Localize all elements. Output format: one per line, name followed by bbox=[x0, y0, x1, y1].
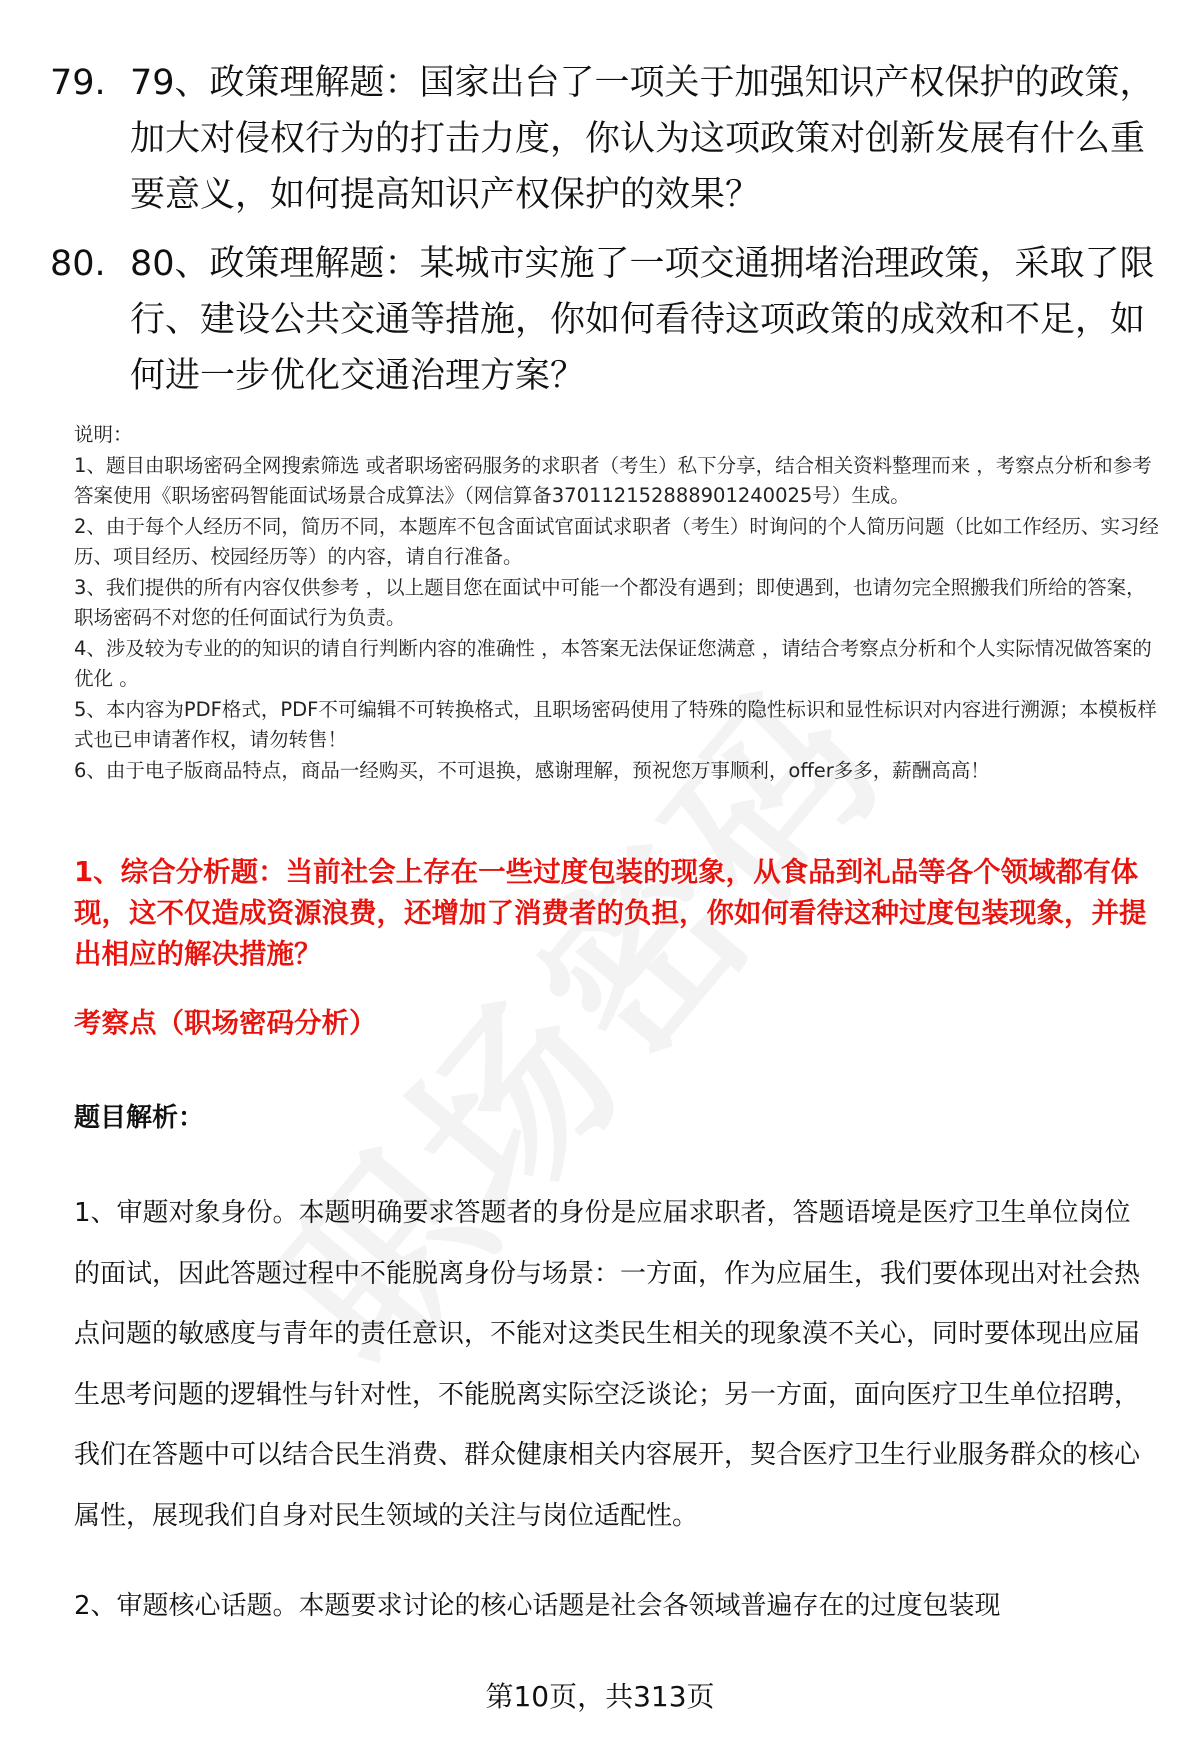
question-number: 79. bbox=[50, 63, 106, 103]
question-number: 80. bbox=[50, 244, 106, 284]
question-item bbox=[50, 55, 1160, 223]
question-text: 79、政策理解题：国家出台了一项关于加强知识产权保护的政策，加大对侵权行为的打击力度，你认为这项政策对创新发展有什么重要意义，如何提高知识产权保护的效果？ bbox=[130, 63, 1155, 215]
note-item: 6、由于电子版商品特点，商品一经购买，不可退换，感谢理解，预祝您万事顺利，offer多多，薪酬高高！ bbox=[74, 758, 990, 782]
notes-section bbox=[74, 420, 1164, 786]
analysis-paragraph: 2、审题核心话题。本题要求讨论的核心话题是社会各领域普遍存在的过度包装现 bbox=[74, 1591, 1001, 1621]
analysis-body bbox=[74, 1183, 1154, 1637]
note-item: 3、我们提供的所有内容仅供参考 ，以上题目您在面试中可能一个都没有遇到；即使遇到，也请勿完全照搬我们所给的答案，职场密码不对您的任何面试行为负责。 bbox=[74, 575, 1146, 629]
note-item: 2、由于每个人经历不同，简历不同，本题库不包含面试官面试求职者（考生）时询问的个人简历问题（比如工作经历、实习经历、项目经历、校园经历等）的内容，请自行准备。 bbox=[74, 514, 1159, 568]
question-text: 80、政策理解题：某城市实施了一项交通拥堵治理政策，采取了限行、建设公共交通等措施，你如何看待这项政策的成效和不足，如何进一步优化交通治理方案？ bbox=[130, 244, 1155, 396]
question-heading: 1、综合分析题：当前社会上存在一些过度包装的现象，从食品到礼品等各个领域都有体现，这不仅造成资源浪费，还增加了消费者的负担，你如何看待这种过度包装现象，并提出相应的解决措施？ bbox=[74, 856, 1147, 970]
page-footer: 第10页，共313页 bbox=[485, 1680, 715, 1713]
notes-title: 说明： bbox=[74, 423, 133, 446]
exam-point-heading: 考察点（职场密码分析） bbox=[74, 1007, 377, 1039]
question-item bbox=[50, 236, 1160, 404]
note-item: 4、涉及较为专业的的知识的请自行判断内容的准确性 ，本答案无法保证您满意 ，请结合考察点分析和个人实际情况做答案的优化 。 bbox=[74, 636, 1152, 690]
note-item: 1、题目由职场密码全网搜索筛选 或者职场密码服务的求职者（考生）私下分享，结合相关资料整理而来 ，考察点分析和参考答案使用《职场密码智能面试场景合成算法》（网信算备370112152888901240025号）生成。 bbox=[74, 453, 1152, 507]
note-item: 5、本内容为PDF格式，PDF不可编辑不可转换格式，且职场密码使用了特殊的隐性标识和显性标识对内容进行溯源；本模板样式也已申请著作权，请勿转售！ bbox=[74, 697, 1157, 751]
analysis-title: 题目解析： bbox=[74, 1103, 205, 1133]
analysis-paragraph: 1、审题对象身份。本题明确要求答题者的身份是应届求职者，答题语境是医疗卫生单位岗位的面试，因此答题过程中不能脱离身份与场景：一方面，作为应届生，我们要体现出对社会热点问题的敏感度与青年的责任意识，不能对这类民生相关的现象漠不关心，同时要体现出应届生思考问题的逻辑性与针对性，不能脱离实际空泛谈论；另一方面，面向医疗卫生单位招聘，我们在答题中可以结合民生消费、群众健康相关内容展开，契合医疗卫生行业服务群众的核心属性，展现我们自身对民生领域的关注与岗位适配性。 bbox=[74, 1198, 1141, 1531]
